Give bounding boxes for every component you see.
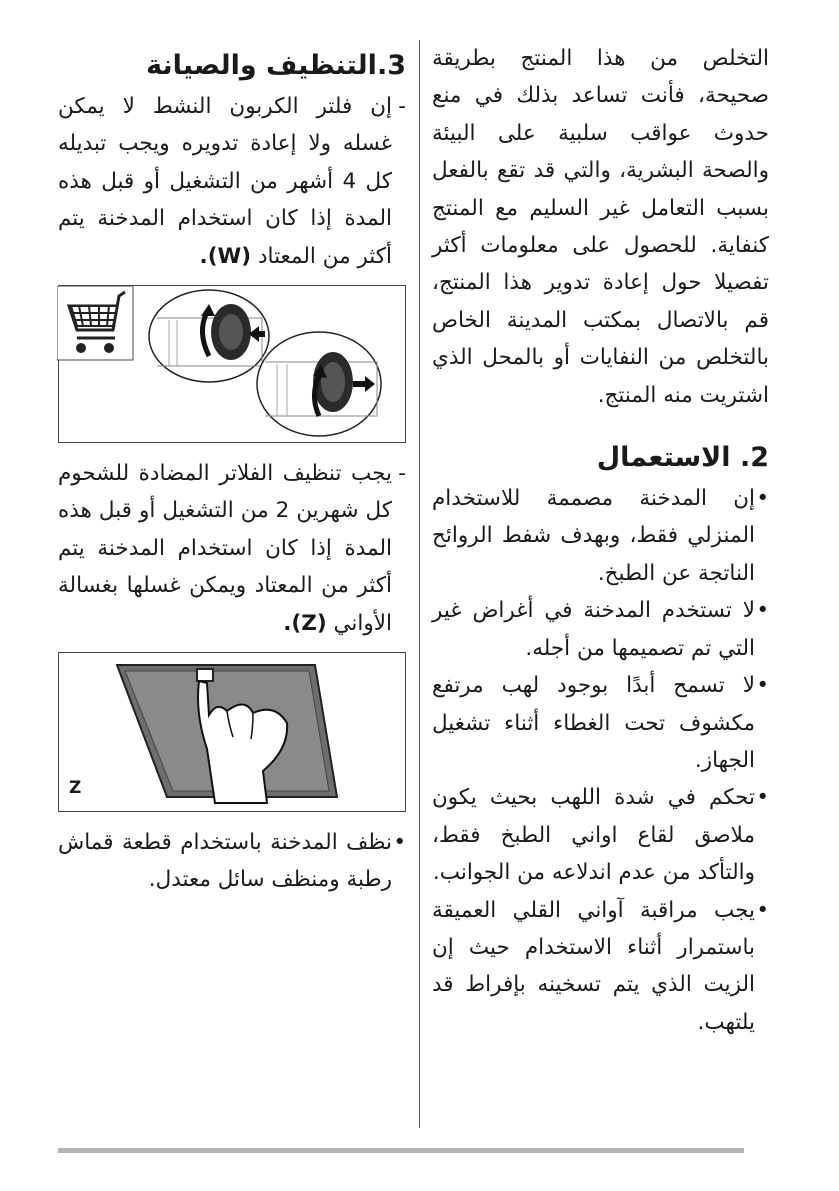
dash-marker: -	[398, 94, 406, 119]
usage-item: • تحكم في شدة اللهب بحيث يكون ملاصق لقاع اواني الطبخ فقط، والتأكد من عدم اندلاعه من الجوانب.	[432, 779, 769, 891]
usage-list	[432, 480, 769, 1041]
carbon-filter-illustration	[57, 286, 405, 442]
section-2-heading: 2. الاستعمال	[596, 442, 769, 474]
carbon-filter-item: - إن فلتر الكربون النشط لا يمكن غسله ولا إعادة تدويره ويجب تبديله كل 4 أشهر من التشغيل أو قبل هذه المدة إذا كان استخدام المدخنة يتم أكثر من المعتاد (W).	[58, 88, 406, 275]
section-3-heading: 3.التنظيف والصيانة	[146, 50, 406, 81]
bullet-marker: •	[756, 486, 769, 512]
grease-filter-figure	[58, 652, 406, 812]
bullet-marker: •	[756, 897, 769, 923]
usage-item: • لا تسمح أبدًا بوجود لهب مرتفع مكشوف تحت الغطاء أثناء تشغيل الجهاز.	[432, 667, 769, 779]
usage-item: • يجب مراقبة آواني القلي العميقة باستمرار أثناء الاستخدام حيث إن الزيت الذي يتم تسخينه بإفراط قد يلتهب.	[432, 892, 769, 1042]
usage-item: • إن المدخنة مصممة للاستخدام المنزلي فقط، وبهدف شفط الروائح الناتجة عن الطبخ.	[432, 480, 769, 592]
left-column	[58, 40, 406, 899]
disposal-paragraph: التخلص من هذا المنتج بطريقة صحيحة، فأنت تساعد بذلك في منع حدوث عواقب سلبية على البيئة والصحة البشرية، والتي قد تقع بالفعل بسبب التعامل غير السليم مع المنتج كنفاية. للحصول على معلومات أكثر تفصيلا حول إعادة تدوير هذا المنتج، قم بالاتصال بمكتب المدينة الخاص بالتخلص من النفايات أو بالمحل الذي اشتريت منه المنتج.	[432, 46, 769, 408]
column-divider	[419, 40, 420, 1128]
figure-z-label: Z	[69, 777, 82, 798]
grease-filter-illustration	[57, 653, 405, 811]
bullet-marker: •	[756, 673, 769, 699]
filter-install-step-icon	[257, 332, 381, 436]
figure-ref-z: (Z).	[283, 610, 327, 636]
usage-item: • لا تستخدم المدخنة في أغراض غير التي تم تصميمها من أجله.	[432, 592, 769, 667]
bullet-marker: •	[756, 785, 769, 811]
bullet-marker: •	[756, 598, 769, 624]
dash-marker: -	[398, 461, 406, 487]
carbon-filter-figure	[58, 285, 406, 443]
figure-ref-w: (W).	[199, 243, 252, 269]
cleaning-item: • نظف المدخنة باستخدام قطعة قماش رطبة ومنظف سائل معتدل.	[58, 824, 406, 899]
footer-rule	[58, 1148, 744, 1153]
filter-removal-step-icon	[149, 290, 269, 382]
grease-filter-item: - يجب تنظيف الفلاتر المضادة للشحوم كل شهرين 2 من التشغيل أو قبل هذه المدة إذا كان استخدام المدخنة يتم أكثر من المعتاد ويمكن غسلها بغسالة الأواني (Z).	[58, 455, 406, 642]
right-column	[432, 40, 769, 1041]
bullet-marker: •	[393, 830, 406, 856]
